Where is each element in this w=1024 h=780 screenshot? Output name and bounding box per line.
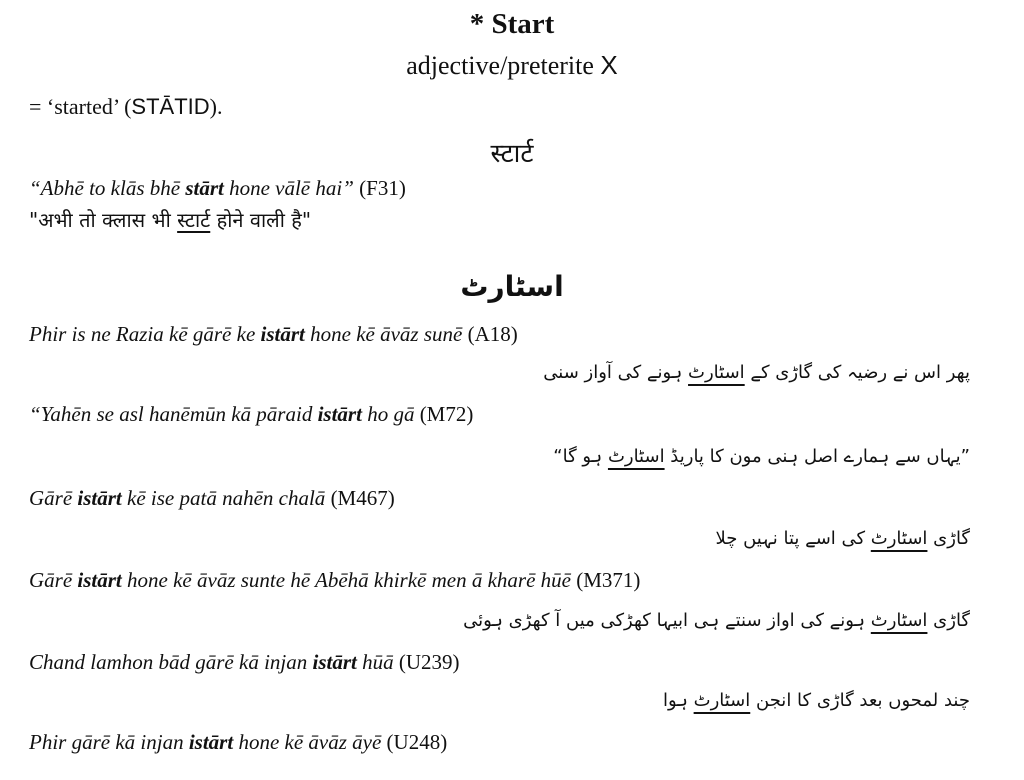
script-text: ہونے کی اواز سنتے ہی ابیہا کھڑکی میں آ کھڑی ہوئی bbox=[463, 610, 871, 631]
roman-text: Chand lamhon bād gārē kā injan bbox=[29, 650, 313, 674]
urdu-example-roman bbox=[29, 650, 460, 675]
roman-text: “Abhē to klās bhē bbox=[29, 176, 186, 200]
roman-text: Gārē bbox=[29, 568, 78, 592]
hindi-heading: स्टार्ट bbox=[490, 139, 534, 169]
source-ref: (M467) bbox=[325, 486, 395, 510]
part-of-speech: adjective/preterite bbox=[406, 51, 594, 80]
script-text: کی اسے پتا نہیں چلا bbox=[715, 528, 871, 549]
source-ref: (M72) bbox=[414, 402, 474, 426]
source-ref: (M371) bbox=[571, 568, 641, 592]
keyword: istārt bbox=[77, 568, 122, 592]
script-text: होने वाली है" bbox=[210, 208, 312, 232]
script-text: ہوا bbox=[663, 690, 694, 711]
roman-text: Phir gārē kā injan bbox=[29, 730, 189, 754]
source-ref: (U248) bbox=[381, 730, 448, 754]
urdu-example-script bbox=[716, 528, 971, 549]
roman-text: Phir is ne Razia kē gārē ke bbox=[29, 322, 261, 346]
urdu-example-roman bbox=[29, 322, 518, 347]
entry-subtitle bbox=[0, 50, 1024, 81]
urdu-example-script bbox=[463, 610, 970, 631]
keyword: istārt bbox=[312, 650, 357, 674]
keyword-underlined: स्टार्ट bbox=[177, 208, 211, 232]
roman-text: hūā bbox=[356, 650, 394, 674]
keyword: istārt bbox=[188, 730, 234, 754]
hindi-example-roman bbox=[29, 176, 406, 201]
roman-text: hone kē āvāz sunte hē Abēhā khirkē men ā kharē hūē bbox=[121, 568, 571, 592]
roman-text: hone kē āvāz sunē bbox=[304, 322, 463, 346]
pronunciation: STĀTID bbox=[131, 94, 210, 119]
urdu-heading: اسٹارٹ bbox=[460, 270, 564, 303]
keyword: istārt bbox=[317, 402, 362, 426]
keyword-underlined: اسٹارٹ bbox=[870, 610, 928, 631]
keyword-underlined: اسٹارٹ bbox=[607, 446, 665, 467]
urdu-example-roman bbox=[29, 730, 447, 755]
urdu-example-roman bbox=[29, 402, 473, 427]
entry-title: * Start bbox=[469, 8, 555, 40]
source-ref: (A18) bbox=[462, 322, 518, 346]
subtitle-mark: X bbox=[600, 50, 618, 80]
script-text: ہونے کی آواز سنی bbox=[543, 362, 689, 383]
script-text: ”یہاں سے ہمارے اصل ہنی مون کا پاریڈ bbox=[664, 446, 970, 467]
roman-text: kē ise patā nahēn chalā bbox=[121, 486, 326, 510]
urdu-example-script bbox=[543, 362, 970, 383]
urdu-example-script bbox=[663, 690, 970, 711]
gloss-suffix: ). bbox=[209, 94, 223, 119]
hindi-example-script bbox=[29, 206, 311, 233]
urdu-example-roman bbox=[29, 486, 395, 511]
script-text: گاڑی bbox=[927, 610, 970, 631]
gloss-prefix: = ‘started’ ( bbox=[29, 94, 132, 119]
script-text: "अभी तो क्लास भी bbox=[29, 208, 178, 232]
keyword-underlined: اسٹارٹ bbox=[870, 528, 928, 549]
keyword-underlined: اسٹارٹ bbox=[688, 362, 745, 383]
script-text: ہو گا“ bbox=[553, 446, 608, 467]
keyword: istārt bbox=[77, 486, 122, 510]
source-ref: (U239) bbox=[393, 650, 460, 674]
script-text: گاڑی bbox=[927, 528, 970, 549]
urdu-example-roman bbox=[29, 568, 640, 593]
urdu-example-script bbox=[553, 446, 970, 467]
keyword-underlined: اسٹارٹ bbox=[693, 690, 751, 711]
gloss-line bbox=[29, 94, 222, 120]
script-text: پھر اس نے رضیہ کی گاڑی کے bbox=[744, 362, 970, 383]
roman-text: ho gā bbox=[361, 402, 415, 426]
roman-text: Gārē bbox=[29, 486, 78, 510]
keyword: istārt bbox=[260, 322, 305, 346]
roman-text: hone kē āvāz āyē bbox=[233, 730, 382, 754]
roman-text: hone vālē hai” bbox=[223, 176, 354, 200]
source-ref: (F31) bbox=[353, 176, 406, 200]
keyword: stārt bbox=[185, 176, 224, 200]
roman-text: “Yahēn se asl hanēmūn kā pāraid bbox=[29, 402, 318, 426]
script-text: چند لمحوں بعد گاڑی کا انجن bbox=[750, 690, 970, 711]
